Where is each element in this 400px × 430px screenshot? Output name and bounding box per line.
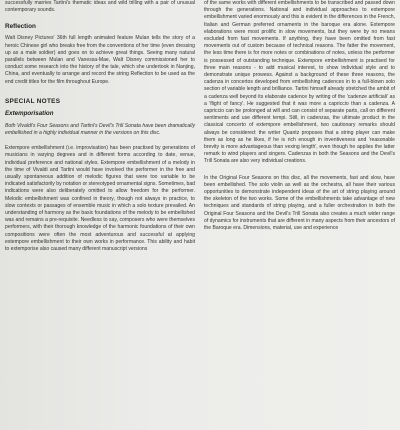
right-paragraph-2: In the Original Four Seasons on this disc, all the movements, fast and slow, have been embellished. The solo violin as well as the orchestra, all have their various opportunities to demonstrate independent ideas of the art of string playing around the skeleton of the two works. Some of the embellishments take advantage of new techniques and standards of string playing, and a fuller orchestration in both the Original Four Seasons and the Devil's Trill Sonata also creates a much wider range of dynamics for instruments that are different in many aspects from their ancestors of the Baroque era. Dimensions, material, use and experience (204, 174, 396, 232)
right-paragraph-1: of the same works with different embellishments to be transcribed and passed down through the generations. National and individual approaches to extempore embellishment varied enormously and this is evident in the differences in the French, Italian and German preferred ornaments in the baroque era alone. Extempore elaborations were most prolific in slow movements, but they were by no means excluded from fast movements. If anything, they have been omitted from fast movements out of custom because of technical reasons. The fatter the movement, the less time there is for more notes or combinations of notes, unless the performer is possessed of outstanding technique. Extempore embellishment is practised for three main reasons - to add musical interest, to show individual style and to demonstrate unique prowess. Against a background of these three reasons, the cadenza in concertos developed from embellishing cadences in to a full-blown solo section of variable length and brilliance. Tartini himself already stretched the ambit of a cadenza well beyond its elaborate cadence by writing of the 'cadenze artificiali' as a 'flight of fancy'. He suggested that it was more a capriccio than a cadenza. A capriccio can be prolonged at will and can consist of separate parts, call on different sentiments and use different tempi. Still, in cadenzas, the ultimate product in the classical concerto of extempore embellishment, two cautionary remarks should always be considered: the writer Quantz proposes that a string player can make them as long as he likes, if he is rich enough in inventiveness and 'reasonable brevity is more advantageous than vexing length', even though he applies the latter remark to wind players and singers. Cadenzas in both the Seasons and the Devil's Trill Sonata are also very individual creations. (204, 0, 395, 165)
extemporisation-heading: Extemporisation (5, 109, 54, 117)
left-column (5, 0, 195, 256)
extemporisation-intro: Both Vivaldi's Four Seasons and Tartini's Devil's Trill Sonata have been dramatically embellished in a highly individual manner in the versions on this disc. (5, 122, 195, 137)
extemporisation-paragraph: Extempore embellishment (i.e. improvisation) has been practised by generations of musicians in varying degrees and in different forms according to date, venue, individual preference and national styles. Extempore embellishment of a melody in the time of Vivaldi and Tartini would have involved the performer in the free and usually spontaneous addition of melodic figures that were too variable to be indicated satisfactorily by notation or stereotyped ornamental signs. Sometimes, bad indications were also deliberately omitted to allow freedom for the performer. Melodic embellishment was confined in theory, though not always in practice, to slow contexts or passages of ensemble music in which a solo texture prevailed. An understanding of harmony as the basic foundations of the melody to be embellished was and remains a pre-requisite. Needless to say, composers who were themselves performers, with their thorough knowledge of the harmonic foundations of their own compositions were often the most adventurous and successful at applying extempore embellishment to their own works in performance. This ability and habit to extemporise also caused many different manuscript versions (5, 145, 195, 253)
right-column (204, 0, 395, 235)
reflection-heading: Reflection (5, 23, 36, 31)
special-notes-heading: SPECIAL NOTES (5, 97, 61, 105)
intro-paragraph: successfully marries Tartini's thematic ideas and wild trilling with a pair of unusual contemporary sounds. (5, 0, 195, 14)
reflection-paragraph: Walt Disney Pictures' 36th full length animated feature Mulan tells the story of a heroic Chinese girl who breaks free from the conventions of her time (even dressing up as a male soldier) and goes on to achieve great things. Seeing many natural parallels between Mulan and Vanessa-Mae, Walt Disney commissioned her to conduct some research into the history of the tale, which she undertook in Nanjing, China, and eventually to arrange and record the string Reflection to be used as the end credit titles for the film throughout Europe. (5, 35, 195, 85)
